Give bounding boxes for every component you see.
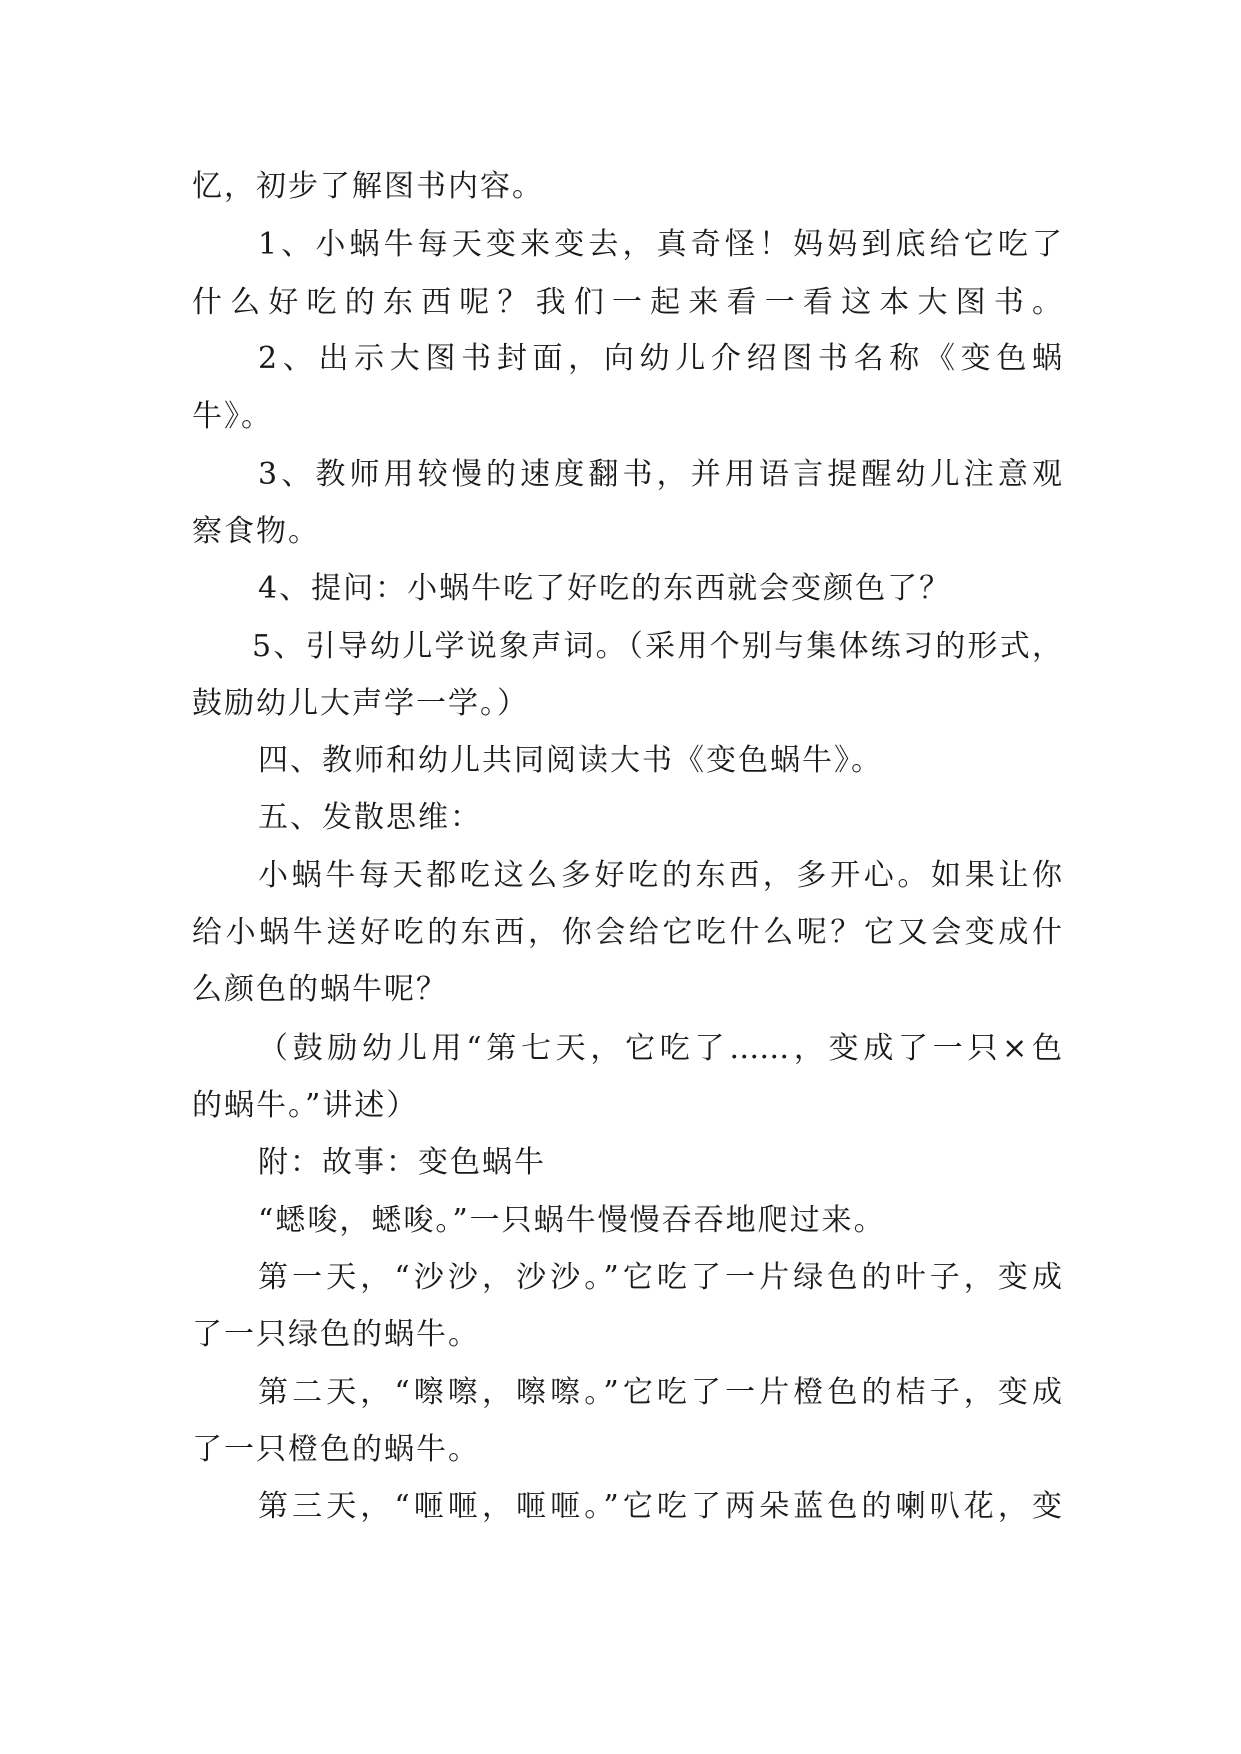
text-line: 了一只绿色的蜗牛。 (192, 1317, 480, 1352)
text-line: 忆，初步了解图书内容。 (192, 169, 544, 204)
text-line: 4、提问：小蜗牛吃了好吃的东西就会变颜色了？ (258, 571, 952, 606)
text-line: 2、出示大图书封面，向幼儿介绍图书名称《变色蜗 (258, 341, 1062, 376)
text-line: 第三天，“咂咂，咂咂。”它吃了两朵蓝色的喇叭花，变 (258, 1489, 1062, 1524)
text-line: 四、教师和幼儿共同阅读大书《变色蜗牛》。 (258, 743, 883, 778)
text-line: 察食物。 (192, 514, 320, 549)
text-line: 第一天，“沙沙，沙沙。”它吃了一片绿色的叶子，变成 (258, 1260, 1062, 1295)
text-line: 五、发散思维： (258, 800, 482, 835)
text-line: “蟋唆，蟋唆。”一只蜗牛慢慢吞吞地爬过来。 (258, 1203, 886, 1238)
text-line: 小蜗牛每天都吃这么多好吃的东西，多开心。如果让你 (258, 858, 1062, 893)
text-line: 么颜色的蜗牛呢？ (192, 972, 448, 1007)
text-line: 附：故事：变色蜗牛 (258, 1145, 546, 1180)
text-line: 牛》。 (192, 399, 273, 434)
text-line: 5、引导幼儿学说象声词。（采用个别与集体练习的形式， (252, 629, 1062, 664)
text-line: 第二天，“嚓嚓，嚓嚓。”它吃了一片橙色的桔子，变成 (258, 1375, 1062, 1410)
text-line: 3、教师用较慢的速度翻书，并用语言提醒幼儿注意观 (258, 457, 1062, 492)
text-line: 的蜗牛。”讲述） (192, 1088, 419, 1123)
text-line: 给小蜗牛送好吃的东西，你会给它吃什么呢？它又会变成什 (192, 915, 1062, 950)
text-line: 了一只橙色的蜗牛。 (192, 1432, 480, 1467)
text-line: 1、小蜗牛每天变来变去，真奇怪！妈妈到底给它吃了 (258, 227, 1062, 262)
text-line: 什么好吃的东西呢？我们一起来看一看这本大图书。 (192, 285, 1062, 320)
text-line: 鼓励幼儿大声学一学。） (192, 686, 529, 721)
text-line: （鼓励幼儿用“第七天，它吃了……，变成了一只×色 (258, 1031, 1062, 1066)
